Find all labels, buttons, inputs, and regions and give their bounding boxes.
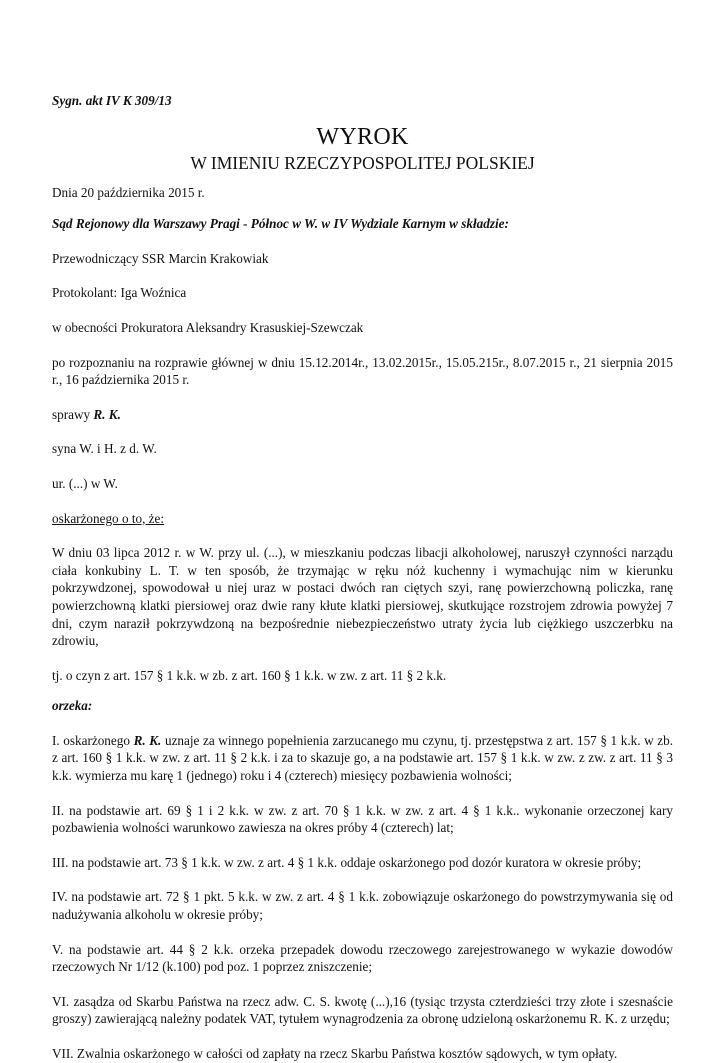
- defendant-name: R. K.: [93, 406, 121, 422]
- case-signature: Sygn. akt IV K 309/13: [52, 93, 172, 108]
- court-clerk: Protokolant: Iga Woźnica: [52, 285, 187, 301]
- presiding-judge: Przewodniczący SSR Marcin Krakowiak: [52, 250, 269, 266]
- defendant-parents: syna W. i H. z d. W.: [52, 441, 157, 457]
- charge-description: W dniu 03 lipca 2012 r. w W. przy ul. (...), w mieszkaniu podczas libacji alkoholowej, naruszył czynności narządu ciała konkubiny L. T. w ten sposób, że trzymając w ręku nóż kuchenny i wymachując nim w kierunku pokrzywdzonej, spowodował u niej uraz w postaci dwóch ran ciętych szyi, ranę powierzchowną policzka, ranę powierzchowną klatki piersiowej oraz dwie rany kłute klatki piersiowej, skutkujące rozstrojem zdrowia powyżej 7 dni, czym naraził pokrzywdzoną na bezpośrednie niebezpieczeństwo utraty życia lub ciężkiego uszczerbku na zdrowiu,: [52, 545, 673, 649]
- document-subtitle: W IMIENIU RZECZYPOSPOLITEJ POLSKIEJ: [190, 152, 535, 173]
- verdict-item-5: V. na podstawie art. 44 § 2 k.k. orzeka przepadek dowodu rzeczowego zarejestrowanego w wykazie dowodów rzeczowych Nr 1/12 (k.100) pod poz. 1 poprzez zniszczenie;: [52, 941, 673, 975]
- verdict-item-3: III. na podstawie art. 73 § 1 k.k. w zw. z art. 4 § 1 k.k. oddaje oskarżonego pod dozór kuratora w okresie próby;: [52, 854, 642, 870]
- verdict-item-1-text: uznaje za winnego popełnienia zarzucanego mu czynu, tj. przestępstwa z art. 157 § 1 k.k. w zb. z art. 160 § 1 k.k. w zw. z art. 11 § 2 k.k. i za to skazuje go, a na podstawie art. 157 § 1 k.k. w zw. z zw. z art. 11 § 3 k.k. wymierza mu karę 1 (jednego) roku i 4 (czterech) miesięcy pozbawienia wolności;: [52, 732, 674, 784]
- prosecutor: w obecności Prokuratora Aleksandry Krasuskiej-Szewczak: [52, 319, 364, 335]
- verdict-item-1-name: R. K.: [133, 732, 162, 748]
- legal-qualification: tj. o czyn z art. 157 § 1 k.k. w zb. z art. 160 § 1 k.k. w zw. z art. 11 § 2 k.k.: [52, 667, 447, 683]
- verdict-item-4: IV. na podstawie art. 72 § 1 pkt. 5 k.k. w zw. z art. 4 § 1 k.k. zobowiązuje oskarżonego do powstrzymywania się od nadużywania alkoholu w okresie próby;: [52, 889, 673, 923]
- judgment-date: Dnia 20 października 2015 r.: [52, 184, 205, 200]
- accused-heading: oskarżonego o to, że:: [52, 510, 165, 526]
- court-name: Sąd Rejonowy dla Warszawy Pragi - Północ w W. w IV Wydziale Karnym w składzie:: [52, 216, 509, 232]
- verdict-item-1-prefix: I. oskarżonego: [52, 732, 130, 748]
- verdict-heading: orzeka:: [52, 698, 93, 714]
- case-prefix: sprawy: [52, 406, 91, 422]
- case-of-defendant: [52, 406, 673, 424]
- verdict-item-7: VII. Zwalnia oskarżonego w całości od zapłaty na rzecz Skarbu Państwa kosztów sądowych, w tym opłaty.: [52, 1046, 618, 1061]
- hearing-dates: po rozpoznaniu na rozprawie głównej w dniu 15.12.2014r., 13.02.2015r., 15.05.215r., 8.07.2015 r., 21 sierpnia 2015 r., 16 października 2015 r.: [52, 354, 673, 388]
- document-title: WYROK: [316, 123, 409, 150]
- verdict-item-2: II. na podstawie art. 69 § 1 i 2 k.k. w zw. z art. 70 § 1 k.k. w zw. z art. 4 § 1 k.k.. wykonanie orzeczonej kary pozbawienia wolności warunkowo zawiesza na okres próby 4 (czterech) lat;: [52, 802, 673, 836]
- verdict-item-6: VI. zasądza od Skarbu Państwa na rzecz adw. C. S. kwotę (...),16 (tysiąc trzysta czterdzieści trzy złote i szesnaście groszy) zawierającą należny podatek VAT, tytułem wynagrodzenia za obronę udzieloną oskarżonemu R. K. z urzędu;: [52, 993, 673, 1027]
- defendant-birth: ur. (...) w W.: [52, 475, 118, 491]
- verdict-item-1: [52, 732, 673, 785]
